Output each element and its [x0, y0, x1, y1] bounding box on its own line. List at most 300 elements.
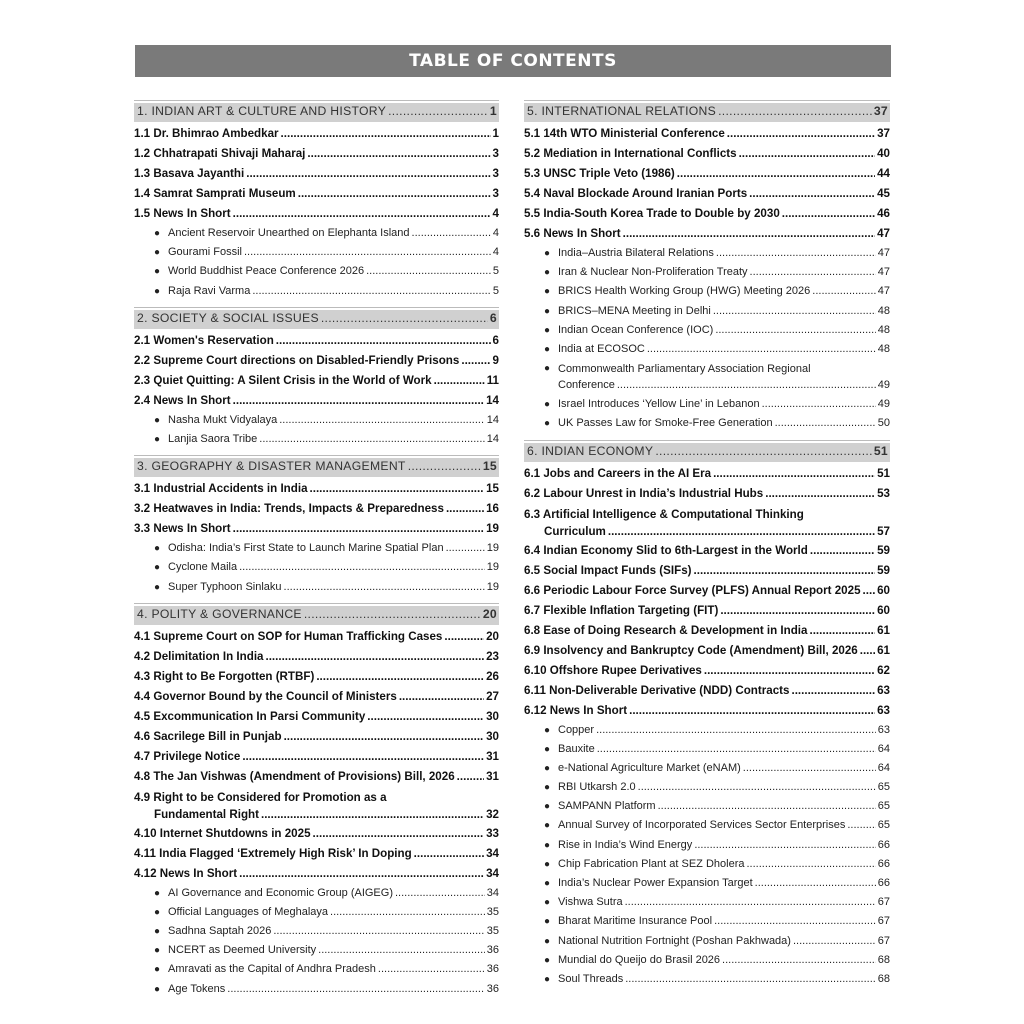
- toc-entry[interactable]: [524, 464, 890, 484]
- dot-leader: [762, 395, 876, 414]
- section-heading-label: 1. INDIAN ART & CULTURE AND HISTORY: [137, 104, 387, 118]
- toc-subentry-page: 66: [877, 857, 890, 870]
- toc-entry-page: 31: [486, 769, 499, 783]
- toc-entry-label: 4.12 News In Short: [134, 866, 238, 880]
- toc-entry-label: 4.4 Governor Bound by the Council of Ministers: [134, 689, 397, 703]
- dot-leader: [265, 647, 484, 667]
- toc-subentry-page: 64: [877, 761, 890, 774]
- dot-leader: [617, 377, 876, 393]
- toc-subentry-page: 19: [486, 542, 499, 555]
- toc-entry-label: 4.2 Delimitation In India: [134, 649, 264, 663]
- toc-entry[interactable]: [524, 504, 890, 541]
- section-heading-label: 3. GEOGRAPHY & DISASTER MANAGEMENT: [137, 459, 406, 474]
- toc-subentry-page: 4: [492, 246, 499, 259]
- dot-leader: [367, 707, 484, 727]
- bullet-icon: ●: [154, 228, 161, 239]
- toc-entry-page: 59: [877, 543, 890, 557]
- toc-entry[interactable]: [134, 479, 499, 499]
- toc-entry-page: 34: [486, 846, 499, 860]
- dot-leader: [694, 561, 876, 581]
- dot-leader: [313, 824, 485, 844]
- bullet-icon: ●: [544, 324, 551, 336]
- toc-subentry-label: Bharat Maritime Insurance Pool: [558, 915, 713, 928]
- dot-leader: [233, 391, 484, 411]
- toc-subentry[interactable]: [524, 302, 890, 321]
- dot-leader: [658, 797, 876, 816]
- section-heading-label: 5. INTERNATIONAL RELATIONS: [527, 104, 717, 118]
- toc-entry[interactable]: [134, 124, 499, 144]
- toc-entry-page: 23: [486, 649, 499, 663]
- dot-leader: [809, 621, 875, 641]
- toc-subentry[interactable]: [524, 340, 890, 359]
- toc-entry[interactable]: [134, 331, 499, 351]
- bullet-icon: ●: [544, 363, 551, 375]
- toc-subentry[interactable]: [524, 951, 890, 970]
- section-heading[interactable]: [134, 455, 499, 477]
- dot-leader: [446, 499, 484, 519]
- dot-leader: [239, 864, 484, 884]
- toc-subentry[interactable]: [524, 970, 890, 989]
- dot-leader: [713, 302, 876, 321]
- dot-leader: [307, 144, 490, 164]
- section-heading-page: 51: [873, 443, 888, 458]
- toc-entry[interactable]: [524, 124, 890, 144]
- toc-entry-line2: [134, 806, 499, 823]
- dot-leader: [321, 311, 488, 325]
- toc-subentry[interactable]: [524, 932, 890, 951]
- toc-subentry-label: NCERT as Deemed University: [168, 944, 317, 957]
- dot-leader: [720, 601, 875, 621]
- toc-subentry-label: Official Languages of Meghalaya: [168, 905, 329, 918]
- toc-subentry-page: 48: [877, 304, 890, 317]
- toc-subentry-line1: [544, 361, 890, 377]
- toc-subentry[interactable]: [524, 359, 890, 395]
- toc-entry[interactable]: [134, 707, 499, 727]
- toc-entry-label: 6.4 Indian Economy Slid to 6th-Largest in the World: [524, 543, 808, 557]
- toc-subentry-page: 14: [486, 432, 499, 445]
- toc-subentry[interactable]: [524, 816, 890, 835]
- bullet-icon: ●: [154, 562, 161, 574]
- toc-entry[interactable]: [134, 864, 499, 884]
- dot-leader: [252, 282, 491, 301]
- toc-entry[interactable]: [134, 824, 499, 844]
- toc-subentry[interactable]: [524, 797, 890, 816]
- toc-subentry-label: Israel Introduces ‘Yellow Line’ in Lebanon: [558, 398, 760, 411]
- dot-leader: [746, 855, 875, 874]
- bullet-icon: ●: [544, 858, 551, 870]
- toc-subentry[interactable]: [524, 740, 890, 759]
- dot-leader: [330, 903, 485, 922]
- toc-subentry[interactable]: [524, 836, 890, 855]
- dot-leader: [863, 581, 876, 601]
- toc-subentry[interactable]: [524, 874, 890, 893]
- toc-subentry-page: 14: [486, 413, 499, 426]
- bullet-icon: ●: [544, 916, 551, 928]
- toc-subentry[interactable]: [134, 411, 499, 430]
- bullet-icon: ●: [154, 887, 161, 899]
- toc-entry[interactable]: [524, 224, 890, 244]
- right-column: [524, 100, 890, 995]
- toc-subentry[interactable]: [134, 224, 499, 243]
- toc-entry-label: 6.3 Artificial Intelligence & Computational Thinking: [524, 507, 804, 521]
- toc-subentry-label: India–Austria Bilateral Relations: [558, 247, 714, 259]
- toc-subentry[interactable]: [524, 263, 890, 282]
- toc-subentry[interactable]: [134, 539, 499, 558]
- toc-subentry[interactable]: [134, 243, 499, 262]
- bullet-icon: ●: [544, 248, 551, 259]
- bullet-icon: ●: [544, 743, 551, 755]
- toc-entry[interactable]: [524, 601, 890, 621]
- toc-entry[interactable]: [134, 204, 499, 224]
- toc-subentry[interactable]: [134, 980, 499, 999]
- toc-subentry[interactable]: [524, 855, 890, 874]
- toc-entry[interactable]: [134, 164, 499, 184]
- toc-entry[interactable]: [134, 499, 499, 519]
- toc-subentry-label: Commonwealth Parliamentary Association Regional: [558, 363, 811, 376]
- dot-leader: [812, 282, 875, 301]
- toc-subentry[interactable]: [524, 721, 890, 740]
- toc-entry-label: 3.1 Industrial Accidents in India: [134, 482, 308, 496]
- toc-subentry[interactable]: [134, 884, 499, 903]
- toc-entry-label: 2.1 Women's Reservation: [134, 333, 274, 347]
- toc-subentry-label: Lanjia Saora Tribe: [168, 432, 258, 445]
- toc-subentry-page: 65: [877, 819, 890, 832]
- toc-entry-label: 4.9 Right to be Considered for Promotion as a: [134, 790, 387, 804]
- toc-entry[interactable]: [134, 667, 499, 687]
- bullet-icon: ●: [544, 973, 551, 985]
- toc-subentry-page: 36: [486, 982, 499, 995]
- toc-entry-page: 60: [877, 583, 890, 597]
- toc-entry-page: 44: [877, 167, 890, 180]
- toc-entry-page: 9: [492, 353, 499, 367]
- toc-subentry-page: 48: [877, 342, 890, 355]
- toc-section: [134, 100, 499, 301]
- bullet-icon: ●: [544, 418, 551, 430]
- toc-entry-page: 57: [877, 524, 890, 538]
- dot-leader: [860, 641, 875, 661]
- toc-entry-label: 5.4 Naval Blockade Around Iranian Ports: [524, 187, 748, 200]
- bullet-icon: ●: [544, 801, 551, 813]
- toc-entry[interactable]: [134, 787, 499, 824]
- dot-leader: [281, 124, 491, 144]
- toc-entry-page: 32: [486, 807, 499, 821]
- bullet-icon: ●: [544, 935, 551, 947]
- toc-entry-page: 46: [877, 207, 890, 220]
- toc-subentry[interactable]: [524, 912, 890, 931]
- dot-leader: [793, 932, 876, 951]
- bullet-icon: ●: [154, 543, 161, 555]
- toc-entry-label: 6.7 Flexible Inflation Targeting (FIT): [524, 603, 719, 617]
- section-heading-label: 4. POLITY & GOVERNANCE: [137, 606, 302, 621]
- bullet-icon: ●: [154, 945, 161, 957]
- toc-subentry-page: 50: [877, 417, 890, 430]
- toc-subentry[interactable]: [134, 941, 499, 960]
- dot-leader: [239, 558, 485, 577]
- toc-subentry-page: 66: [877, 877, 890, 889]
- toc-subentry-label: Ancient Reservoir Unearthed on Elephanta Island: [168, 227, 410, 239]
- toc-entry-page: 1: [492, 127, 499, 140]
- toc-entry[interactable]: [524, 541, 890, 561]
- toc-entry-page: 26: [486, 669, 499, 683]
- dot-leader: [259, 430, 484, 449]
- page-title: TABLE OF CONTENTS: [409, 51, 617, 71]
- toc-entry[interactable]: [134, 687, 499, 707]
- dot-leader: [388, 104, 488, 118]
- toc-entry[interactable]: [134, 747, 499, 767]
- toc-entry-label: 4.5 Excommunication In Parsi Community: [134, 709, 366, 723]
- toc-entry[interactable]: [134, 844, 499, 864]
- toc-entry[interactable]: [524, 661, 890, 681]
- toc-subentry[interactable]: [524, 778, 890, 797]
- toc-section: [524, 440, 890, 990]
- toc-entry-page: 51: [877, 466, 890, 480]
- dot-leader: [284, 727, 485, 747]
- dot-leader: [246, 164, 490, 184]
- dot-leader: [625, 893, 876, 912]
- toc-subentry-label: Copper: [558, 723, 595, 736]
- toc-subentry-page: 67: [877, 896, 890, 909]
- toc-subentry-page: 68: [877, 953, 890, 966]
- bullet-icon: ●: [154, 414, 161, 426]
- section-heading-page: 20: [482, 606, 497, 621]
- section-heading[interactable]: [524, 440, 890, 462]
- toc-entry[interactable]: [134, 144, 499, 164]
- toc-entry-label: 6.6 Periodic Labour Force Survey (PLFS) Annual Report 2025: [524, 583, 861, 597]
- dot-leader: [279, 411, 485, 430]
- section-heading-label: 6. INDIAN ECONOMY: [527, 443, 654, 458]
- section-heading[interactable]: [134, 100, 499, 122]
- toc-subentry[interactable]: [134, 282, 499, 301]
- toc-entry[interactable]: [524, 144, 890, 164]
- toc-entry-label: 5.6 News In Short: [524, 227, 621, 240]
- toc-entry-label: 6.9 Insolvency and Bankruptcy Code (Amendment) Bill, 2026: [524, 643, 858, 657]
- toc-entry-label: 4.11 India Flagged ‘Extremely High Risk’ In Doping: [134, 846, 412, 860]
- dot-leader: [378, 960, 485, 979]
- toc-entry-page: 37: [877, 127, 890, 140]
- dot-leader: [597, 740, 876, 759]
- toc-entry-label: 4.6 Sacrilege Bill in Punjab: [134, 729, 282, 743]
- toc-entry-page: 30: [486, 709, 499, 723]
- toc-entry[interactable]: [134, 371, 499, 391]
- toc-entry[interactable]: [524, 581, 890, 601]
- toc-entry-page: 3: [492, 187, 499, 200]
- toc-entry[interactable]: [134, 351, 499, 371]
- toc-entry-page: 40: [877, 147, 890, 160]
- toc-entry[interactable]: [524, 701, 890, 721]
- toc-subentry[interactable]: [134, 903, 499, 922]
- toc-subentry[interactable]: [524, 395, 890, 414]
- dot-leader: [461, 351, 490, 371]
- toc-subentry-page: 34: [486, 886, 499, 899]
- dot-leader: [715, 321, 875, 340]
- toc-entry[interactable]: [134, 727, 499, 747]
- toc-entry-page: 31: [486, 749, 499, 763]
- toc-subentry-label: Bauxite: [558, 742, 595, 755]
- toc-subentry-page: 65: [877, 800, 890, 813]
- toc-subentry-page: 65: [877, 781, 890, 794]
- toc-subentry-label: AI Governance and Economic Group (AIGEG): [168, 886, 393, 899]
- dot-leader: [395, 884, 485, 903]
- toc-subentry-page: 36: [486, 963, 499, 976]
- dot-leader: [412, 224, 491, 243]
- toc-entry-label: 1.5 News In Short: [134, 207, 231, 220]
- toc-subentry[interactable]: [134, 430, 499, 449]
- toc-entry[interactable]: [524, 484, 890, 504]
- toc-entry-label: 6.1 Jobs and Careers in the AI Era: [524, 466, 712, 480]
- toc-subentry-label: Chip Fabrication Plant at SEZ Dholera: [558, 857, 745, 870]
- toc-subentry-label: Soul Threads: [558, 972, 624, 985]
- toc-entry-page: 30: [486, 729, 499, 743]
- toc-subentry-page: 67: [877, 934, 890, 947]
- dot-leader: [743, 759, 876, 778]
- dot-leader: [298, 184, 491, 204]
- toc-entry-page: 59: [877, 563, 890, 577]
- dot-leader: [647, 340, 876, 359]
- toc-entry-page: 63: [877, 683, 890, 697]
- bullet-icon: ●: [544, 399, 551, 411]
- toc-subentry-label: Indian Ocean Conference (IOC): [558, 323, 714, 336]
- dot-leader: [233, 204, 491, 224]
- toc-subentry[interactable]: [524, 759, 890, 778]
- dot-leader: [775, 414, 876, 433]
- toc-entry-label: 4.8 The Jan Vishwas (Amendment of Provisions) Bill, 2026: [134, 769, 455, 783]
- dot-leader: [749, 184, 875, 204]
- dot-leader: [782, 204, 875, 224]
- dot-leader: [791, 681, 875, 701]
- bullet-icon: ●: [544, 820, 551, 832]
- toc-subentry-label: RBI Utkarsh 2.0: [558, 781, 636, 794]
- toc-section: [134, 307, 499, 449]
- toc-entry-label: 6.12 News In Short: [524, 703, 628, 717]
- dot-leader: [625, 970, 876, 989]
- toc-subentry[interactable]: [524, 414, 890, 433]
- toc-entry-page: 3: [492, 147, 499, 160]
- toc-entry[interactable]: [134, 647, 499, 667]
- toc-entry[interactable]: [524, 184, 890, 204]
- dot-leader: [713, 464, 875, 484]
- toc-subentry[interactable]: [134, 922, 499, 941]
- toc-entry-label: 5.2 Mediation in International Conflicts: [524, 147, 737, 160]
- bullet-icon: ●: [154, 266, 161, 278]
- toc-subentry-label: Raja Ravi Varma: [168, 284, 251, 297]
- toc-subentry-label: UK Passes Law for Smoke-Free Generation: [558, 417, 773, 430]
- toc-entry-label: 1.3 Basava Jayanthi: [134, 167, 245, 180]
- dot-leader: [399, 687, 484, 707]
- section-heading[interactable]: [524, 100, 890, 122]
- toc-section: [134, 455, 499, 597]
- toc-subentry-label: Super Typhoon Sinlaku: [168, 580, 282, 593]
- toc-entry-page: 6: [492, 333, 499, 347]
- dot-leader: [366, 262, 491, 281]
- toc-entry[interactable]: [134, 391, 499, 411]
- toc-entry-label: 4.7 Privilege Notice: [134, 749, 241, 763]
- toc-subentry[interactable]: [524, 244, 890, 263]
- toc-entry[interactable]: [524, 641, 890, 661]
- toc-entry-line2: [524, 523, 890, 540]
- toc-subentry[interactable]: [134, 960, 499, 979]
- toc-entry-page: 27: [486, 689, 499, 703]
- bullet-icon: ●: [154, 906, 161, 918]
- toc-entry-label: 6.2 Labour Unrest in India’s Industrial Hubs: [524, 486, 764, 500]
- toc-subentry-page: 47: [877, 247, 890, 259]
- bullet-icon: ●: [154, 964, 161, 976]
- dot-leader: [608, 523, 875, 540]
- title-bar: [135, 45, 891, 77]
- bullet-icon: ●: [154, 581, 161, 593]
- dot-leader: [722, 951, 876, 970]
- dot-leader: [847, 816, 875, 835]
- toc-entry-page: 15: [486, 482, 499, 496]
- toc-subentry[interactable]: [524, 282, 890, 301]
- section-heading-label: 2. SOCIETY & SOCIAL ISSUES: [137, 310, 319, 325]
- toc-subentry[interactable]: [524, 893, 890, 912]
- toc-entry[interactable]: [524, 621, 890, 641]
- toc-entry[interactable]: [524, 561, 890, 581]
- dot-leader: [596, 721, 876, 740]
- toc-subentry-page: 19: [486, 561, 499, 574]
- toc-subentry-label: Mundial do Queijo do Brasil 2026: [558, 953, 721, 966]
- toc-entry[interactable]: [134, 519, 499, 539]
- toc-subentry-page: 5: [492, 265, 499, 278]
- section-heading-page: 37: [873, 104, 888, 118]
- toc-subentry-page: 66: [877, 838, 890, 851]
- toc-subentry-label: Gourami Fossil: [168, 246, 242, 259]
- bullet-icon: ●: [154, 285, 161, 297]
- toc-subentry[interactable]: [524, 321, 890, 340]
- toc-entry-label: 3.2 Heatwaves in India: Trends, Impacts & Preparedness: [134, 502, 444, 516]
- toc-entry[interactable]: [134, 627, 499, 647]
- bullet-icon: ●: [544, 267, 551, 279]
- dot-leader: [810, 541, 875, 561]
- toc-subentry-label: Vishwa Sutra: [558, 896, 623, 909]
- toc-entry-page: 19: [486, 522, 499, 536]
- bullet-icon: ●: [154, 247, 161, 259]
- dot-leader: [316, 667, 484, 687]
- dot-leader: [310, 479, 485, 499]
- toc-subentry-page: 4: [492, 227, 499, 239]
- dot-leader: [677, 164, 875, 184]
- toc-entry-page: 4: [492, 207, 499, 220]
- toc-entry[interactable]: [134, 767, 499, 787]
- toc-subentry-label: Age Tokens: [168, 982, 226, 995]
- dot-leader: [261, 806, 484, 823]
- toc-entry-page: 53: [877, 486, 890, 500]
- toc-entry-page: 45: [877, 187, 890, 200]
- toc-entry-label: 5.1 14th WTO Ministerial Conference: [524, 127, 725, 140]
- toc-subentry[interactable]: [134, 578, 499, 597]
- toc-subentry[interactable]: [134, 558, 499, 577]
- toc-entry[interactable]: [524, 164, 890, 184]
- section-heading[interactable]: [134, 307, 499, 329]
- bullet-icon: ●: [544, 305, 551, 317]
- section-heading[interactable]: [134, 603, 499, 625]
- dot-leader: [755, 874, 876, 893]
- toc-subentry[interactable]: [134, 262, 499, 281]
- toc-entry-page: 20: [486, 629, 499, 643]
- toc-entry-page: 14: [486, 393, 499, 407]
- toc-entry[interactable]: [524, 681, 890, 701]
- toc-entry-label: 1.2 Chhatrapati Shivaji Maharaj: [134, 147, 306, 160]
- toc-entry[interactable]: [134, 184, 499, 204]
- toc-entry-page: 11: [486, 373, 499, 387]
- toc-subentry-label: Cyclone Maila: [168, 561, 238, 574]
- toc-entry[interactable]: [524, 204, 890, 224]
- bullet-icon: ●: [544, 343, 551, 355]
- toc-entry-label: 2.2 Supreme Court directions on Disabled-Friendly Prisons: [134, 353, 460, 367]
- bullet-icon: ●: [544, 839, 551, 851]
- bullet-icon: ●: [544, 762, 551, 774]
- bullet-icon: ●: [544, 286, 551, 298]
